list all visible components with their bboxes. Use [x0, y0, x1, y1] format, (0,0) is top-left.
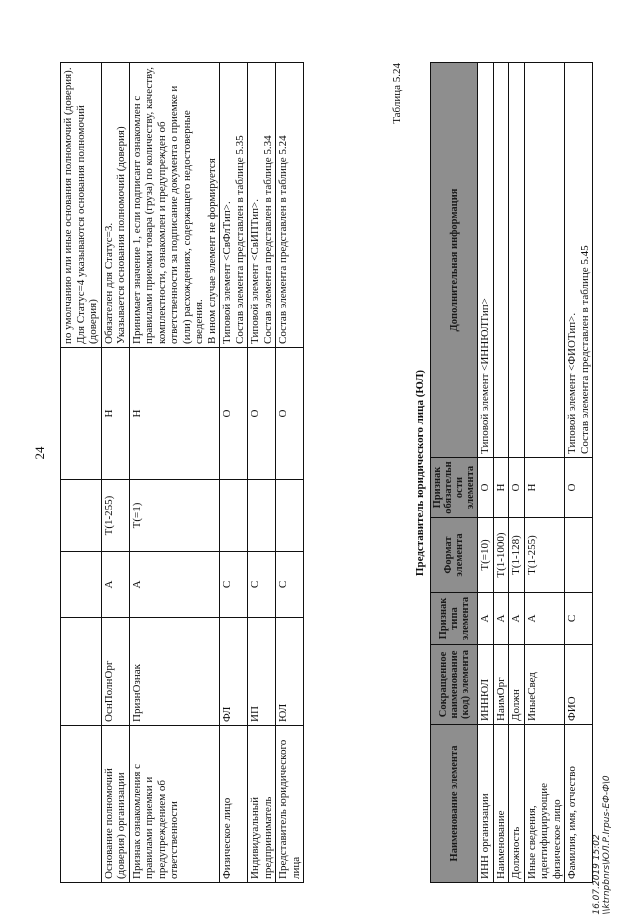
cell-name: Основание полномочий (доверия) организации — [101, 726, 129, 883]
cell-code: ИП — [248, 618, 276, 726]
cell-required: О — [220, 348, 248, 480]
table-5-24-body — [478, 63, 593, 883]
table-row — [276, 63, 304, 883]
cell-type: С — [248, 552, 276, 618]
table-row — [565, 63, 593, 883]
table-row — [524, 63, 565, 883]
cell-type: С — [276, 552, 304, 618]
cell-name: Наименование — [493, 725, 509, 883]
cell-code: ИныеСвед — [524, 645, 565, 725]
header-name: Наименование элемента — [431, 725, 478, 883]
cell-info — [493, 63, 509, 458]
cell-type: А — [478, 593, 494, 645]
cell-code: ФИО — [565, 645, 593, 725]
cell-type: С — [565, 593, 593, 645]
footer-stamp — [592, 775, 612, 914]
cell-name: Индивидуальный предприниматель — [248, 726, 276, 883]
cell-required: О — [478, 458, 494, 518]
cell-format — [565, 518, 593, 593]
table-title: Представитель юридического лица (ЮЛ) — [414, 369, 426, 577]
continued-table — [60, 62, 304, 883]
cell-type: С — [220, 552, 248, 618]
header-code: Сокращенное наименование (код) элемента — [431, 645, 478, 725]
table-row — [493, 63, 509, 883]
cell-type: А — [129, 552, 220, 618]
cell-name: Иные сведения, идентифицирующие физическое лицо — [524, 725, 565, 883]
cell-required: О — [565, 458, 593, 518]
cell-name: Признак ознакомления с правилами приемки и предупреждением об ответственности — [129, 726, 220, 883]
table-header-row — [431, 63, 478, 883]
cell-type: А — [509, 593, 525, 645]
cell-name: Представитель юридического лица — [276, 726, 304, 883]
cell-info: Типовой элемент <СвИПТип>. Состав элемента представлен в таблице 5.34 — [248, 63, 276, 348]
header-type: Признак типа элемента — [431, 593, 478, 645]
footer-path: \\ktrnpbnrs\ЮЛ.Р.Irpus-ЕФ-Ф\0 — [602, 775, 612, 915]
cell-code: ЮЛ — [276, 618, 304, 726]
cell-info: Типовой элемент <СвФлТип>. Состав элемента представлен в таблице 5.35 — [220, 63, 248, 348]
cell-required: Н — [493, 458, 509, 518]
cell-format: T(=10) — [478, 518, 494, 593]
cell-required: О — [248, 348, 276, 480]
cell-format — [276, 480, 304, 552]
cell-code: Должн — [509, 645, 525, 725]
table-row — [101, 63, 129, 883]
table-row — [248, 63, 276, 883]
table-5-24 — [430, 62, 593, 883]
cell-code — [61, 618, 102, 726]
cell-name: Фамилия, имя, отчество — [565, 725, 593, 883]
cell-name: Должность — [509, 725, 525, 883]
cell-required — [61, 348, 102, 480]
cell-format: T(1-255) — [524, 518, 565, 593]
header-required: Признак обязательности элемента — [431, 458, 478, 518]
cell-format — [248, 480, 276, 552]
cell-required: Н — [524, 458, 565, 518]
cell-info — [524, 63, 565, 458]
cell-type: А — [101, 552, 129, 618]
table-row — [478, 63, 494, 883]
cell-type — [61, 552, 102, 618]
table-row — [129, 63, 220, 883]
cell-type: А — [493, 593, 509, 645]
cell-info: Обязателен для Статус=3. Указывается основания полномочий (доверия) — [101, 63, 129, 348]
footer-timestamp: 16.07.2019 15:02 — [592, 834, 602, 915]
cell-format — [61, 480, 102, 552]
cell-info: по умолчанию или иные основания полномочий (доверия). Для Статус=4 указываются основания полномочий (доверия) — [61, 63, 102, 348]
cell-code: ИННЮЛ — [478, 645, 494, 725]
cell-format: T(1-128) — [509, 518, 525, 593]
continued-table-body — [61, 63, 304, 883]
cell-code: ОснПолнОрг — [101, 618, 129, 726]
header-format: Формат элемента — [431, 518, 478, 593]
cell-code: НаимОрг — [493, 645, 509, 725]
page-number: 24 — [32, 446, 47, 460]
cell-required: Н — [129, 348, 220, 480]
cell-info: Принимает значение 1, если подписант ознакомлен с правилами приемки товара (груза) по количеству, качеству, комплектности, ознакомлен и предупрежден об ответственности за подписание документа о приемке и (или) расхождениях, содержащего недостоверные сведения. В ином случае элемент не формируется — [129, 63, 220, 348]
rotated-content — [60, 23, 591, 883]
cell-name: Физическое лицо — [220, 726, 248, 883]
cell-name — [61, 726, 102, 883]
cell-format — [220, 480, 248, 552]
cell-format: T(1-1000) — [493, 518, 509, 593]
cell-code: ФЛ — [220, 618, 248, 726]
cell-info: Типовой элемент <ФИОТип>. Состав элемента представлен в таблице 5.45 — [565, 63, 593, 458]
table-label: Таблица 5.24 — [391, 63, 403, 124]
cell-required: О — [276, 348, 304, 480]
cell-code: ПризнОзнак — [129, 618, 220, 726]
cell-info: Типовой элемент <ИННЮЛТип> — [478, 63, 494, 458]
cell-info — [509, 63, 525, 458]
table-row — [509, 63, 525, 883]
header-info: Дополнительная информация — [431, 63, 478, 458]
cell-format: T(=1) — [129, 480, 220, 552]
cell-info: Состав элемента представлен в таблице 5.24 — [276, 63, 304, 348]
cell-required: Н — [101, 348, 129, 480]
cell-required: О — [509, 458, 525, 518]
cell-type: А — [524, 593, 565, 645]
table-row — [220, 63, 248, 883]
cell-name: ИНН организации — [478, 725, 494, 883]
cell-format: T(1-255) — [101, 480, 129, 552]
table-row — [61, 63, 102, 883]
